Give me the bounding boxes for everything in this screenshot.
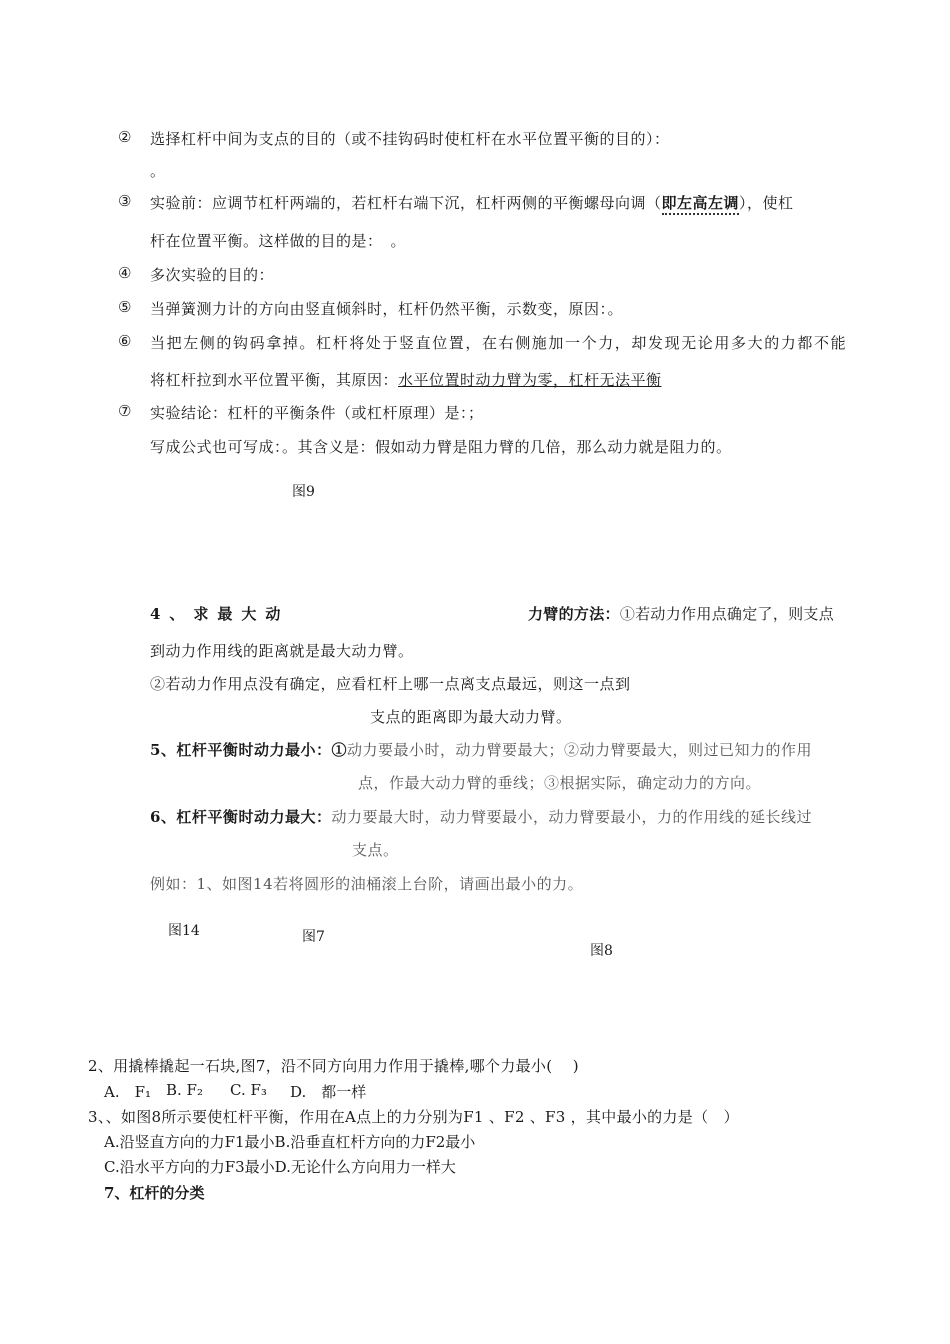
question-3-options-ab: A.沿竖直方向的力F1最小B.沿垂直杠杆方向的力F2最小 — [104, 1133, 476, 1151]
section-4-title-a: 4、求最大动 — [150, 605, 290, 623]
section-5-circle: ① — [331, 741, 347, 759]
item-3-continuation: 杆在位置平衡。这样做的目的是： 。 — [150, 232, 407, 250]
section-6-title: 6、杠杆平衡时动力最大： — [150, 808, 332, 826]
item-3-text-c: ），使杠 — [739, 194, 794, 212]
section-6-text-b: 支点。 — [352, 841, 399, 859]
question-2-option-c: C. F₃ — [230, 1081, 267, 1099]
item-6-number: ⑥ — [118, 332, 132, 350]
question-3-text: 3、、如图8所示要使杠杆平衡，作用在A点上的力分别为F1 、F2 、F3 ，其中最小的力是（ ） — [88, 1108, 739, 1126]
item-4-number: ④ — [118, 264, 132, 282]
item-5-number: ⑤ — [118, 298, 132, 316]
section-5-line — [150, 739, 812, 760]
section-7-title: 7、杠杆的分类 — [104, 1184, 205, 1202]
item-3-number: ③ — [118, 192, 132, 210]
section-6-text-a: 动力要最大时，动力臂要最小，动力臂要最小，力的作用线的延长线过 — [331, 808, 812, 826]
section-6-line — [150, 806, 812, 827]
question-3-options-cd: C.沿水平方向的力F3最小D.无论什么方向用力一样大 — [104, 1158, 456, 1176]
question-2-option-a: A. F₁ — [104, 1083, 152, 1101]
figure-14-caption: 图14 — [168, 923, 200, 939]
item-4-text: 多次实验的目的： — [150, 266, 275, 284]
section-5-text-b: 点，作最大动力臂的垂线；③根据实际，确定动力的方向。 — [358, 774, 762, 792]
item-7-text: 实验结论：杠杆的平衡条件（或杠杆原理）是：； — [150, 404, 484, 422]
item-6-continuation — [150, 369, 662, 390]
item-2-number: ② — [118, 128, 132, 146]
section-5-title: 5、杠杆平衡时动力最小： — [150, 741, 332, 759]
section-4-title-b: 力臂的方法： — [528, 605, 620, 623]
item-2-text: 选择杠杆中间为支点的目的（或不挂钩码时使杠杆在水平位置平衡的目的）： — [150, 130, 670, 148]
section-4-text-a: ①若动力作用点确定了，则支点 — [619, 605, 835, 623]
section-4-text-c: ②若动力作用点没有确定，应看杠杆上哪一点离支点最远，则这一点到 — [150, 675, 631, 693]
section-4-text-b: 到动力作用线的距离就是最大动力臂。 — [150, 642, 414, 660]
question-2-option-d: D. 都一样 — [290, 1083, 367, 1101]
item-6-cont-a: 将杠杆拉到水平位置平衡，其原因： — [150, 371, 399, 389]
item-3-text — [150, 192, 794, 213]
item-7-number: ⑦ — [118, 402, 132, 420]
item-6-answer: 水平位置时动力臂为零，杠杆无法平衡 — [398, 371, 662, 389]
question-2-option-b: B. F₂ — [166, 1081, 203, 1099]
figure-9-caption: 图9 — [292, 484, 315, 500]
item-2-continuation: 。 — [150, 162, 166, 180]
figure-7-caption: 图7 — [302, 929, 325, 945]
section-5-text-a: 动力要最小时，动力臂要最大；②动力臂要最大，则过已知力的作用 — [346, 741, 812, 759]
item-3-emphasis: 即左高左调 — [662, 194, 740, 215]
example-text: 例如：1、如图14若将圆形的油桶滚上台阶，请画出最小的力。 — [150, 875, 584, 893]
section-4-title-line — [528, 603, 834, 624]
item-3-text-a: 实验前：应调节杠杆两端的，若杠杆右端下沉，杠杆两侧的平衡螺母向调（ — [150, 194, 662, 212]
question-2-text: 2、用撬棒撬起一石块,图7，沿不同方向用力作用于撬棒,哪个力最小( ) — [88, 1057, 579, 1075]
item-6-text: 当把左侧的钩码拿掉。杠杆将处于竖直位置，在右侧施加一个力，却发现无论用多大的力都不能 — [150, 334, 848, 352]
figure-8-caption: 图8 — [590, 943, 613, 959]
item-7-continuation: 写成公式也可写成：。其含义是：假如动力臂是阻力臂的几倍，那么动力就是阻力的。 — [150, 438, 732, 456]
item-5-text: 当弹簧测力计的方向由竖直倾斜时，杠杆仍然平衡，示数变，原因：。 — [150, 300, 624, 318]
section-4-text-d: 支点的距离即为最大动力臂。 — [370, 708, 572, 726]
